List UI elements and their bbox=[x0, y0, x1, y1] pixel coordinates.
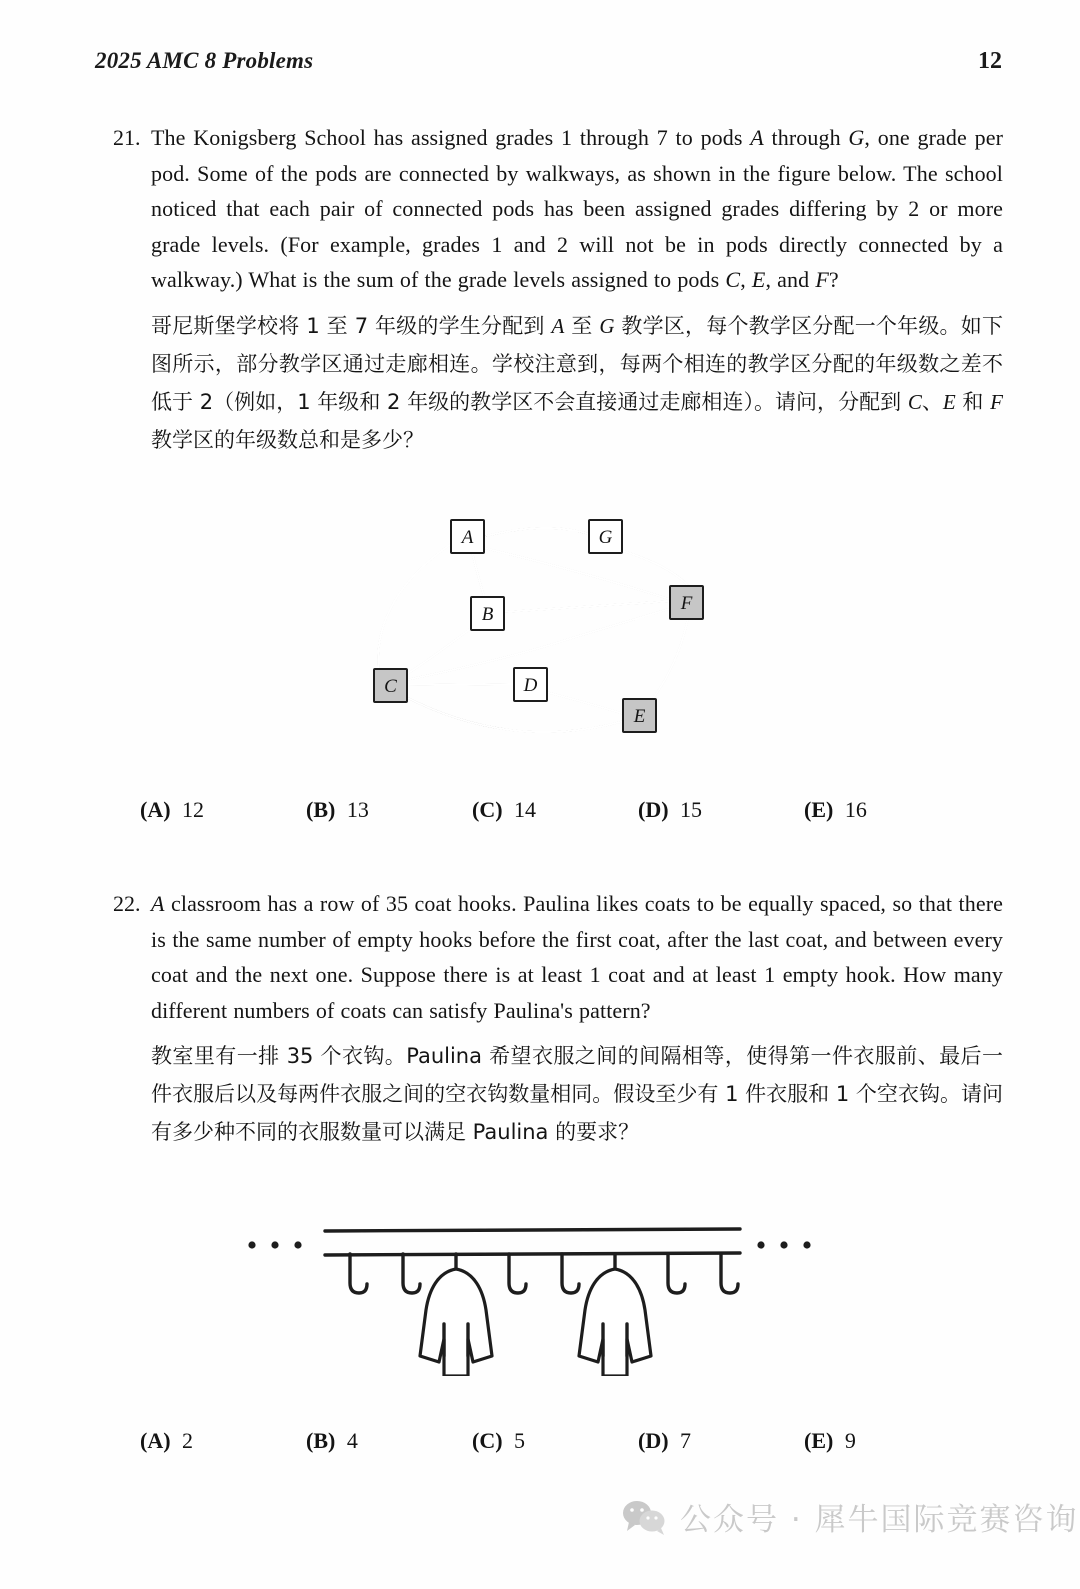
choice-22-E[interactable] bbox=[804, 1428, 970, 1454]
choice-22-D-tag: (D) bbox=[638, 1428, 669, 1453]
choice-22-A[interactable] bbox=[140, 1428, 306, 1454]
choice-22-C[interactable] bbox=[472, 1428, 638, 1454]
svg-text:A: A bbox=[461, 527, 474, 548]
choice-21-D-value: 15 bbox=[680, 797, 703, 822]
svg-text:G: G bbox=[598, 527, 613, 548]
problem-21-choices bbox=[140, 797, 1020, 823]
choice-21-C-value: 14 bbox=[514, 797, 537, 822]
choice-21-E-tag: (E) bbox=[804, 797, 834, 822]
problem-22-figure-coat-hooks bbox=[240, 1206, 820, 1381]
choice-21-A-tag: (A) bbox=[140, 797, 171, 822]
footer-watermark bbox=[622, 1494, 1079, 1539]
problem-22-statement-chinese: 教室里有一排 35 个衣钩。Paulina 希望衣服之间的间隔相等，使得第一件衣服前、最后一件衣服后以及每两件衣服之间的空衣钩数量相同。假设至少有 1 件衣服和 1 个空衣钩。请问有多少种不同的衣服数量可以满足 Paulina 的要求？ bbox=[151, 1044, 1003, 1144]
svg-text:E: E bbox=[633, 706, 646, 727]
problem-22-choices bbox=[140, 1428, 1020, 1454]
pod-node-A bbox=[451, 520, 484, 553]
right-ellipsis bbox=[757, 1241, 810, 1248]
empty-hook-8 bbox=[721, 1254, 738, 1293]
choice-22-D-value: 7 bbox=[680, 1428, 692, 1453]
svg-text:B: B bbox=[481, 604, 494, 625]
edge-G-F bbox=[620, 550, 690, 588]
pod-node-F bbox=[670, 586, 703, 619]
pod-node-C bbox=[374, 669, 407, 702]
choice-22-B[interactable] bbox=[306, 1428, 472, 1454]
choice-21-B-tag: (B) bbox=[306, 797, 336, 822]
choice-21-E[interactable] bbox=[804, 797, 970, 823]
choice-22-C-value: 5 bbox=[514, 1428, 526, 1453]
choice-21-B-value: 13 bbox=[346, 797, 369, 822]
choice-21-C[interactable] bbox=[472, 797, 638, 823]
empty-hook-2 bbox=[403, 1254, 420, 1293]
choice-22-C-tag: (C) bbox=[472, 1428, 503, 1453]
problem-22-statement-english: A classroom has a row of 35 coat hooks. Paulina likes coats to be equally spaced, so that there is the same number of empty hooks before the first coat, after the last coat, and between every coat and the next one. Suppose there is at least 1 coat and at least 1 empty hook. How many different numbers of coats can satisfy Paulina's pattern? bbox=[151, 891, 1003, 1023]
choice-21-D[interactable] bbox=[638, 797, 804, 823]
choice-21-C-tag: (C) bbox=[472, 797, 503, 822]
choice-21-B[interactable] bbox=[306, 797, 472, 823]
coat-on-hook-3 bbox=[420, 1254, 492, 1376]
choice-21-A-value: 12 bbox=[182, 797, 205, 822]
problem-21-number: 21. bbox=[113, 125, 141, 150]
hook-rail bbox=[325, 1229, 740, 1255]
edge-E-F bbox=[649, 618, 688, 704]
watermark-text: 公众号 · 犀牛国际竞赛咨询 bbox=[680, 1502, 1079, 1538]
pods-walkways-graph bbox=[352, 508, 732, 758]
empty-hook-7 bbox=[668, 1254, 685, 1293]
problem-22 bbox=[113, 886, 1003, 1151]
page-title: 2025 AMC 8 Problems bbox=[95, 48, 314, 73]
pod-node-B bbox=[471, 597, 504, 630]
problem-21 bbox=[113, 120, 1003, 459]
pod-node-G bbox=[589, 520, 622, 553]
svg-text:C: C bbox=[384, 676, 397, 697]
coat-on-hook-6 bbox=[579, 1254, 651, 1376]
empty-hook-4 bbox=[509, 1254, 526, 1293]
page-number: 12 bbox=[978, 48, 1002, 74]
pod-node-E bbox=[623, 699, 656, 732]
svg-text:D: D bbox=[523, 675, 538, 696]
choice-22-E-tag: (E) bbox=[804, 1428, 834, 1453]
choice-22-A-value: 2 bbox=[182, 1428, 194, 1453]
choice-21-D-tag: (D) bbox=[638, 797, 669, 822]
wechat-icon bbox=[622, 1499, 666, 1535]
choice-22-B-value: 4 bbox=[346, 1428, 358, 1453]
choice-22-B-tag: (B) bbox=[306, 1428, 336, 1453]
choice-22-E-value: 9 bbox=[844, 1428, 856, 1453]
problem-21-figure-graph bbox=[352, 508, 732, 763]
choice-22-A-tag: (A) bbox=[140, 1428, 171, 1453]
svg-text:F: F bbox=[680, 593, 693, 614]
left-ellipsis bbox=[248, 1241, 301, 1248]
running-head bbox=[95, 48, 1002, 82]
choice-22-D[interactable] bbox=[638, 1428, 804, 1454]
problem-22-number: 22. bbox=[113, 891, 141, 916]
coat-hooks-rail bbox=[240, 1206, 820, 1376]
pod-node-D bbox=[514, 668, 547, 701]
empty-hook-1 bbox=[350, 1254, 367, 1293]
choice-21-E-value: 16 bbox=[844, 797, 867, 822]
choice-21-A[interactable] bbox=[140, 797, 306, 823]
problem-21-statement-chinese: 哥尼斯堡学校将 1 至 7 年级的学生分配到 A 至 G 教学区，每个教学区分配一个年级。如下图所示，部分教学区通过走廊相连。学校注意到，每两个相连的教学区分配的年级数之差不低于 2（例如，1 年级和 2 年级的教学区不会直接通过走廊相连）。请问，分配到 C、E 和 F 教学区的年级数总和是多少？ bbox=[151, 313, 1003, 452]
empty-hook-5 bbox=[562, 1254, 579, 1293]
problem-21-statement-english: The Konigsberg School has assigned grades 1 through 7 to pods A through G, one grade per pod. Some of the pods are connected by walkways, as shown in the figure below. The school noticed that each pair of connected pods has been assigned grades differing by 2 or more grade levels. (For example, grades 1 and 2 will not be in pods directly connected by a walkway.) What is the sum of the grade levels assigned to pods C, E, and F? bbox=[151, 125, 1003, 292]
